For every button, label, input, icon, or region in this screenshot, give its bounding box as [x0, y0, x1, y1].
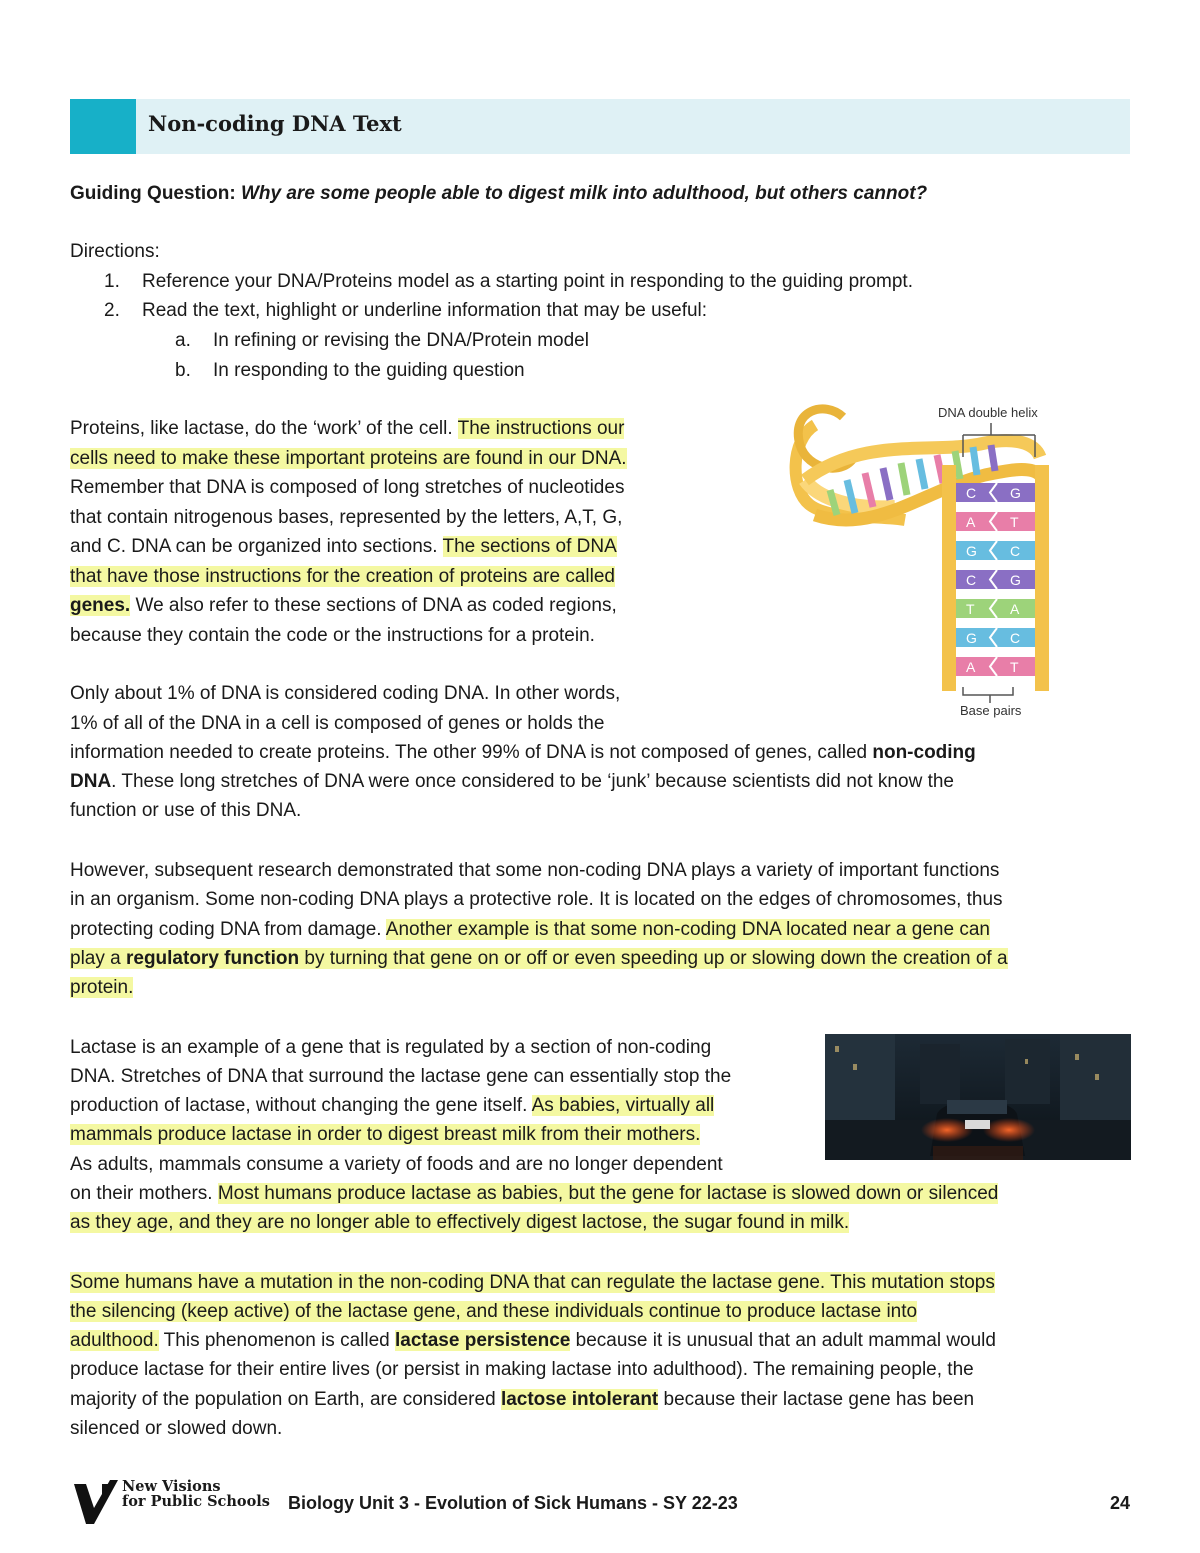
paragraph-line: [70, 1270, 995, 1296]
highlight: the silencing (keep active) of the lactase gene, and these individuals continue to produce lactase into: [70, 1301, 918, 1322]
paragraph-line: because they contain the code or the instructions for a protein.: [70, 625, 595, 646]
highlight: The sections of DNA: [442, 536, 617, 557]
highlight: The instructions our: [457, 418, 625, 439]
base-letter: A: [1010, 601, 1020, 617]
guiding-question-label: Guiding Question:: [70, 183, 236, 204]
highlight: protein.: [70, 977, 134, 998]
paragraph-line: [70, 446, 627, 472]
list-marker: 1.: [104, 271, 120, 292]
paragraph-line: [70, 1122, 700, 1148]
bold-term: DNA: [70, 771, 112, 792]
base-letter: A: [966, 514, 976, 530]
paragraph-line: Lactase is an example of a gene that is regulated by a section of non-coding: [70, 1037, 712, 1058]
org-name-line: New Visions: [122, 1478, 221, 1495]
base-letter: G: [966, 630, 977, 646]
highlight: As babies, virtually all: [531, 1095, 715, 1116]
base-pair-row: [956, 599, 1035, 618]
highlight: adulthood.: [70, 1330, 159, 1351]
list-marker: a.: [175, 330, 191, 351]
list-item-text: Read the text, highlight or underline information that may be useful:: [142, 300, 708, 321]
highlight-term: regulatory function: [125, 948, 300, 969]
list-item-text: Reference your DNA/Proteins model as a starting point in responding to the guiding prompt.: [142, 271, 913, 292]
list-marker: 2.: [104, 300, 120, 321]
paragraph-line: protecting coding DNA from damage. Another example is that some non-coding DNA located near a gene can: [70, 919, 990, 940]
ladder-left-rail: [942, 465, 956, 691]
base-letter: C: [966, 572, 977, 588]
section-banner: [70, 99, 1130, 154]
base-letter: C: [1010, 543, 1021, 559]
paragraph-line: [70, 564, 615, 590]
base-letter: T: [1010, 659, 1019, 675]
highlight: that have those instructions for the creation of proteins are called: [70, 566, 615, 587]
paragraph-line: 1% of all of the DNA in a cell is composed of genes or holds the: [70, 713, 605, 734]
ladder-right-rail: [1035, 465, 1049, 691]
paragraph-line: Remember that DNA is composed of long stretches of nucleotides: [70, 477, 625, 498]
base-pair-row: [956, 512, 1035, 531]
org-name: [122, 1479, 270, 1509]
base-pair-row: [956, 483, 1035, 502]
list-marker: b.: [175, 360, 191, 381]
highlight: cells need to make these important proteins are found in our DNA.: [70, 448, 627, 469]
paragraph-line: and C. DNA can be organized into sections. The sections of DNA: [70, 536, 617, 557]
paragraph-line: on their mothers. Most humans produce lactase as babies, but the gene for lactase is slowed down or silenced: [70, 1183, 999, 1204]
banner-accent-block: [70, 99, 136, 154]
paragraph-line: produce lactase for their entire lives (or persist in making lactase into adulthood). The remaining people, the: [70, 1359, 974, 1380]
paragraph-line: that contain nitrogenous bases, represented by the letters, A,T, G,: [70, 507, 623, 528]
page-number: 24: [1109, 1493, 1130, 1513]
base-letter: G: [1010, 485, 1021, 501]
guiding-question-text: Why are some people able to digest milk into adulthood, but others cannot?: [240, 183, 928, 204]
base-pair-row: [956, 541, 1035, 560]
paragraph-line: [70, 1210, 849, 1236]
base-pair-row: [956, 570, 1035, 589]
paragraph-line: in an organism. Some non-coding DNA plays a protective role. It is located on the edges of chromosomes, thus: [70, 889, 1003, 910]
paragraph-line: However, subsequent research demonstrated that some non-coding DNA plays a variety of important functions: [70, 860, 1000, 881]
directions-subitem: [175, 328, 589, 354]
highlight-term: genes.: [70, 595, 131, 616]
page-title: Non-coding DNA Text: [148, 111, 402, 136]
base-letter: T: [966, 601, 975, 617]
paragraph-line: Proteins, like lactase, do the ‘work’ of the cell. The instructions our: [70, 418, 625, 439]
base-letter: C: [1010, 630, 1021, 646]
base-letter: A: [966, 659, 976, 675]
paragraph-line: production of lactase, without changing the gene itself. As babies, virtually all: [70, 1095, 715, 1116]
paragraph-line: function or use of this DNA.: [70, 800, 302, 821]
list-item-text: In responding to the guiding question: [213, 360, 525, 381]
org-name-line: for Public Schools: [122, 1493, 270, 1510]
paragraph-line: play a regulatory function by turning that gene on or off or even speeding up or slowing down the creation of a: [70, 948, 1008, 969]
car-night-photo: [825, 1034, 1131, 1160]
base-pairs-group: [956, 483, 1035, 676]
highlight-term: lactase persistence: [395, 1330, 571, 1351]
base-pairs-bracket: [963, 687, 1013, 703]
base-pairs-label: Base pairs: [960, 703, 1022, 718]
paragraph-line: [70, 975, 133, 1001]
highlight-term: lactose intolerant: [500, 1389, 659, 1410]
paragraph-line: Only about 1% of DNA is considered coding DNA. In other words,: [70, 683, 621, 704]
dna-helix-figure: [785, 395, 1060, 725]
course-title: Biology Unit 3 - Evolution of Sick Humans - SY 22-23: [288, 1493, 738, 1513]
highlight: mammals produce lactase in order to digest breast milk from their mothers.: [70, 1124, 701, 1145]
paragraph-line: adulthood. This phenomenon is called lactase persistence because it is unusual that an adult mammal would: [70, 1330, 996, 1351]
paragraph-line: [70, 1299, 917, 1325]
highlight: as they age, and they are no longer able to effectively digest lactose, the sugar found in milk.: [70, 1212, 850, 1233]
base-letter: T: [1010, 514, 1019, 530]
guiding-question: [70, 181, 927, 207]
directions-heading: Directions:: [70, 241, 160, 262]
paragraph-line: information needed to create proteins. The other 99% of DNA is not composed of genes, called non-coding: [70, 742, 976, 763]
list-item-text: In refining or revising the DNA/Protein model: [213, 330, 589, 351]
base-letter: G: [1010, 572, 1021, 588]
base-letter: C: [966, 485, 977, 501]
dna-figure-title: DNA double helix: [938, 405, 1038, 420]
paragraph-line: genes. We also refer to these sections of DNA as coded regions,: [70, 595, 617, 616]
base-letter: G: [966, 543, 977, 559]
highlight: Most humans produce lactase as babies, but the gene for lactase is slowed down or silenced: [217, 1183, 999, 1204]
paragraph-line: DNA. These long stretches of DNA were once considered to be ‘junk’ because scientists did not know the: [70, 771, 954, 792]
paragraph-line: majority of the population on Earth, are considered lactose intolerant because their lactase gene has been: [70, 1389, 975, 1410]
directions-subitem: [175, 358, 525, 384]
paragraph-line: silenced or slowed down.: [70, 1418, 283, 1439]
highlight: Some humans have a mutation in the non-coding DNA that can regulate the lactase gene. This mutation stops: [70, 1272, 995, 1293]
paragraph-line: As adults, mammals consume a variety of foods and are no longer dependent: [70, 1154, 723, 1175]
highlight: Another example is that some non-coding DNA located near a gene can: [385, 919, 990, 940]
bold-term: non-coding: [872, 742, 976, 763]
base-pair-row: [956, 657, 1035, 676]
directions-item: [104, 269, 913, 295]
directions-item: [104, 298, 708, 324]
paragraph-line: DNA. Stretches of DNA that surround the lactase gene can essentially stop the: [70, 1066, 732, 1087]
base-pair-row: [956, 628, 1035, 647]
